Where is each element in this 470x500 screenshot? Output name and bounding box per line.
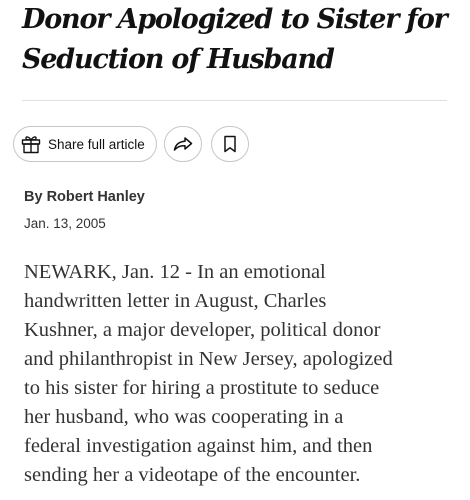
article-body bbox=[24, 258, 464, 490]
article-byline: By Robert Hanley bbox=[24, 189, 145, 205]
article-date: Jan. 13, 2005 bbox=[24, 216, 106, 231]
body-line: and philanthropist in New Jersey, apologized bbox=[24, 348, 393, 370]
share-button-label: Share full article bbox=[48, 136, 145, 152]
headline-divider bbox=[22, 100, 447, 101]
bookmark-icon bbox=[219, 133, 241, 155]
gift-icon bbox=[20, 133, 42, 155]
headline-line: Donor Apologized to Sister for bbox=[22, 4, 447, 35]
body-line: her husband, who was cooperating in a bbox=[24, 406, 344, 428]
article-headline bbox=[22, 0, 462, 80]
body-line: Kushner, a major developer, political donor bbox=[24, 319, 381, 341]
body-line: to his sister for hiring a prostitute to seduce bbox=[24, 377, 380, 399]
share-full-article-button[interactable] bbox=[13, 126, 157, 162]
body-line: handwritten letter in August, Charles bbox=[24, 290, 327, 312]
body-line: federal investigation against him, and then bbox=[24, 435, 373, 457]
forward-share-button[interactable] bbox=[164, 126, 202, 162]
bookmark-button[interactable] bbox=[211, 126, 249, 162]
body-line: NEWARK, Jan. 12 - In an emotional bbox=[24, 261, 326, 283]
headline-line: Seduction of Husband bbox=[22, 44, 334, 75]
body-line: sending her a videotape of the encounter. bbox=[24, 464, 361, 486]
share-arrow-icon bbox=[172, 133, 194, 155]
